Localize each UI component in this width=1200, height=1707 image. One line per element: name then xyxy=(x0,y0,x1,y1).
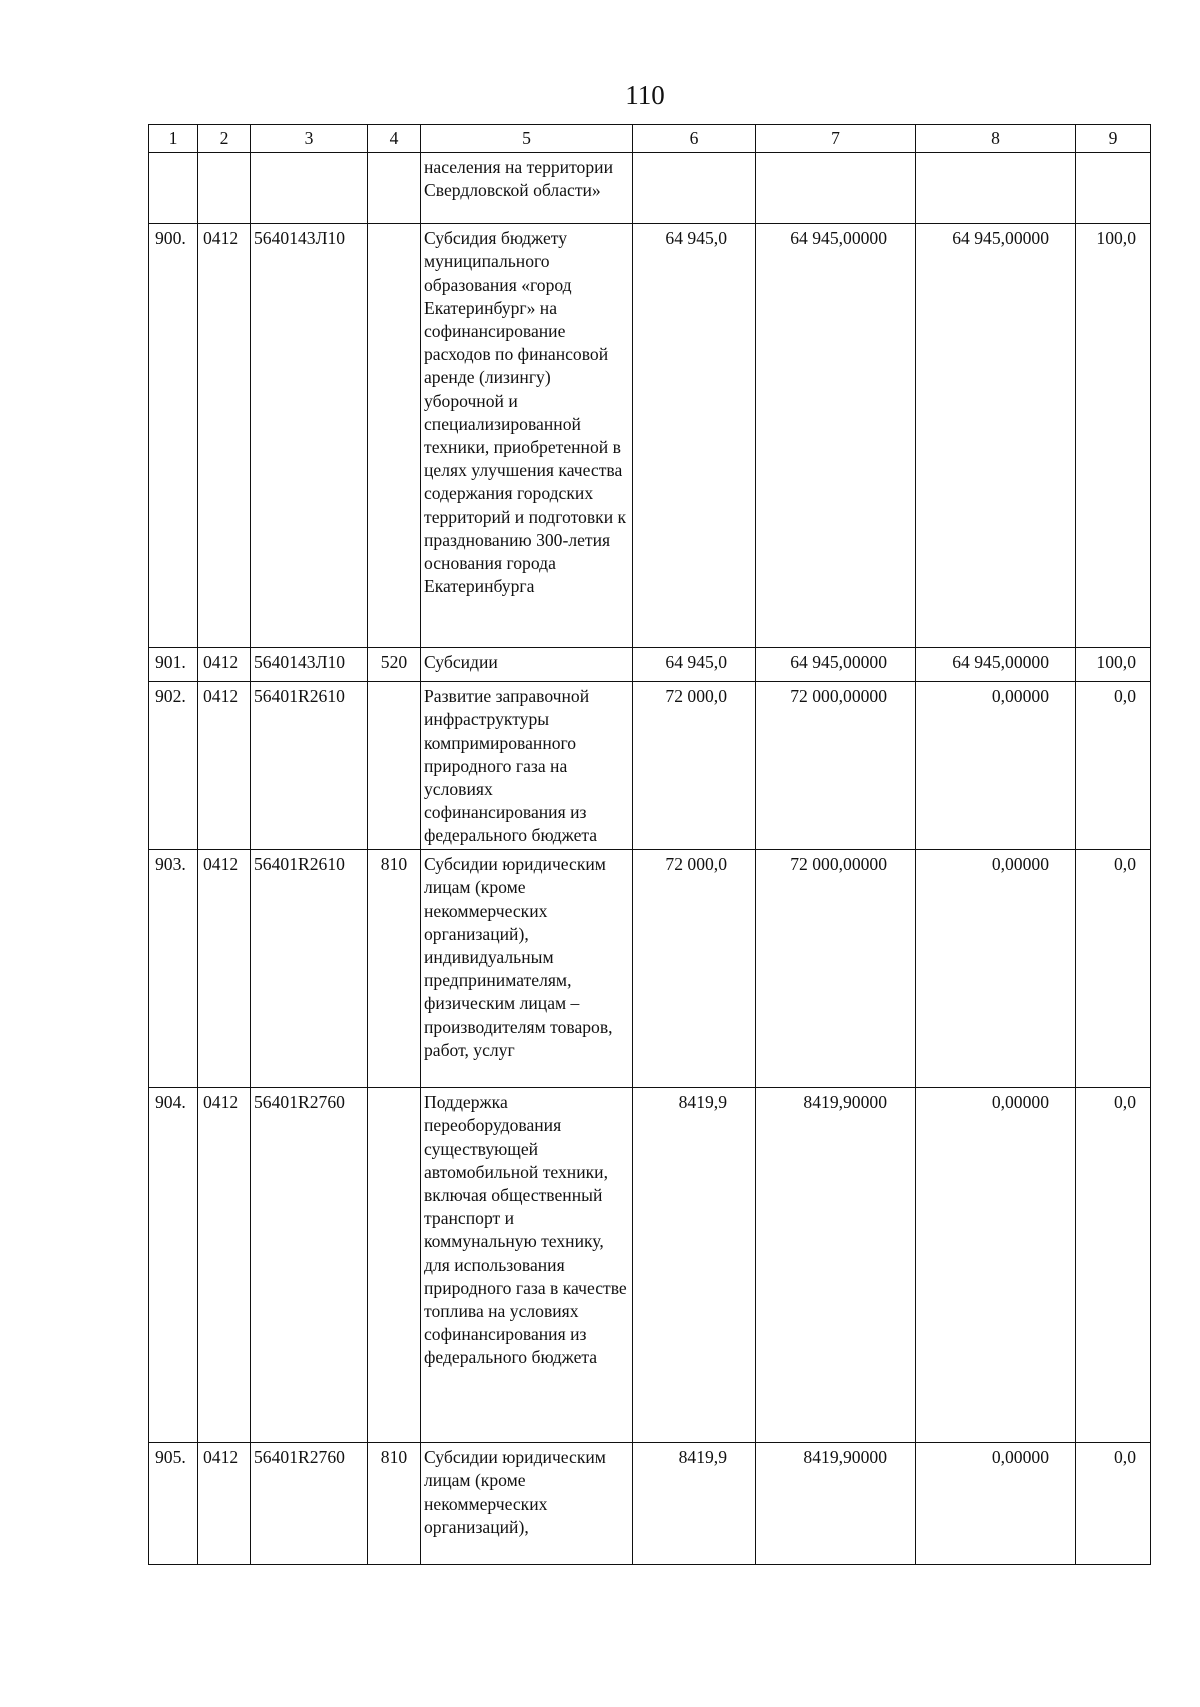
description-cell: Субсидии xyxy=(421,648,633,682)
planned-amount-cell: 72 000,0 xyxy=(633,682,756,850)
planned-amount-cell: 8419,9 xyxy=(633,1443,756,1565)
page-number: 110 xyxy=(625,80,665,110)
target-article-cell: 56401R2610 xyxy=(251,850,368,1088)
description-cell: Поддержка переоборудования существующей автомобильной техники, включая общественный транспорт и коммунальную технику, для использования природного газа в качестве топлива на условиях софинансирования из федерального бюджета xyxy=(421,1088,633,1443)
section-code-cell: 0412 xyxy=(198,224,251,648)
execution-percent-cell: 100,0 xyxy=(1076,648,1151,682)
target-article-cell xyxy=(251,153,368,224)
table-row xyxy=(149,224,1151,648)
table-row xyxy=(149,648,1151,682)
executed-amount-cell: 0,00000 xyxy=(916,850,1076,1088)
table-row xyxy=(149,850,1151,1088)
description-cell: Субсидия бюджету муниципального образования «город Екатеринбург» на софинансирование расходов по финансовой аренде (лизингу) уборочной и специализированной техники, приобретенной в целях улучшения качества содержания городских территорий и подготовки к празднованию 300-летия основания города Екатеринбурга xyxy=(421,224,633,648)
table-row xyxy=(149,153,1151,224)
target-article-cell: 56401R2610 xyxy=(251,682,368,850)
executed-amount-cell: 0,00000 xyxy=(916,1088,1076,1443)
approved-amount-cell: 64 945,00000 xyxy=(756,648,916,682)
executed-amount-cell xyxy=(916,153,1076,224)
executed-amount-cell: 64 945,00000 xyxy=(916,648,1076,682)
execution-percent-cell: 0,0 xyxy=(1076,850,1151,1088)
header-cell-4: 4 xyxy=(368,125,421,153)
target-article-cell: 5640143Л10 xyxy=(251,224,368,648)
execution-percent-cell: 0,0 xyxy=(1076,682,1151,850)
approved-amount-cell: 64 945,00000 xyxy=(756,224,916,648)
section-code-cell: 0412 xyxy=(198,1443,251,1565)
expense-type-cell xyxy=(368,153,421,224)
planned-amount-cell: 8419,9 xyxy=(633,1088,756,1443)
expense-type-cell: 810 xyxy=(368,850,421,1088)
approved-amount-cell: 8419,90000 xyxy=(756,1088,916,1443)
budget-table xyxy=(148,124,1151,1565)
execution-percent-cell: 100,0 xyxy=(1076,224,1151,648)
description-cell: Субсидии юридическим лицам (кроме некоммерческих организаций), индивидуальным предпринимателям, физическим лицам – производителям товаров, работ, услуг xyxy=(421,850,633,1088)
row-number-cell: 900. xyxy=(149,224,198,648)
header-cell-2: 2 xyxy=(198,125,251,153)
execution-percent-cell xyxy=(1076,153,1151,224)
execution-percent-cell: 0,0 xyxy=(1076,1443,1151,1565)
executed-amount-cell: 0,00000 xyxy=(916,1443,1076,1565)
approved-amount-cell: 72 000,00000 xyxy=(756,682,916,850)
table-header-row xyxy=(149,125,1151,153)
expense-type-cell: 810 xyxy=(368,1443,421,1565)
section-code-cell: 0412 xyxy=(198,850,251,1088)
row-number-cell xyxy=(149,153,198,224)
target-article-cell: 5640143Л10 xyxy=(251,648,368,682)
header-cell-3: 3 xyxy=(251,125,368,153)
description-cell: населения на территории Свердловской области» xyxy=(421,153,633,224)
planned-amount-cell xyxy=(633,153,756,224)
table-row xyxy=(149,682,1151,850)
row-number-cell: 902. xyxy=(149,682,198,850)
header-cell-9: 9 xyxy=(1076,125,1151,153)
table-row xyxy=(149,1088,1151,1443)
execution-percent-cell: 0,0 xyxy=(1076,1088,1151,1443)
section-code-cell: 0412 xyxy=(198,682,251,850)
expense-type-cell xyxy=(368,682,421,850)
approved-amount-cell: 72 000,00000 xyxy=(756,850,916,1088)
expense-type-cell: 520 xyxy=(368,648,421,682)
target-article-cell: 56401R2760 xyxy=(251,1443,368,1565)
section-code-cell xyxy=(198,153,251,224)
row-number-cell: 905. xyxy=(149,1443,198,1565)
expense-type-cell xyxy=(368,1088,421,1443)
description-cell: Субсидии юридическим лицам (кроме некоммерческих организаций), xyxy=(421,1443,633,1565)
header-cell-7: 7 xyxy=(756,125,916,153)
planned-amount-cell: 64 945,0 xyxy=(633,648,756,682)
header-cell-6: 6 xyxy=(633,125,756,153)
row-number-cell: 903. xyxy=(149,850,198,1088)
approved-amount-cell xyxy=(756,153,916,224)
header-cell-1: 1 xyxy=(149,125,198,153)
target-article-cell: 56401R2760 xyxy=(251,1088,368,1443)
planned-amount-cell: 64 945,0 xyxy=(633,224,756,648)
row-number-cell: 901. xyxy=(149,648,198,682)
row-number-cell: 904. xyxy=(149,1088,198,1443)
section-code-cell: 0412 xyxy=(198,1088,251,1443)
planned-amount-cell: 72 000,0 xyxy=(633,850,756,1088)
approved-amount-cell: 8419,90000 xyxy=(756,1443,916,1565)
executed-amount-cell: 0,00000 xyxy=(916,682,1076,850)
description-cell: Развитие заправочной инфраструктуры компримированного природного газа на условиях софинансирования из федерального бюджета xyxy=(421,682,633,850)
table-row xyxy=(149,1443,1151,1565)
header-cell-5: 5 xyxy=(421,125,633,153)
section-code-cell: 0412 xyxy=(198,648,251,682)
executed-amount-cell: 64 945,00000 xyxy=(916,224,1076,648)
header-cell-8: 8 xyxy=(916,125,1076,153)
expense-type-cell xyxy=(368,224,421,648)
